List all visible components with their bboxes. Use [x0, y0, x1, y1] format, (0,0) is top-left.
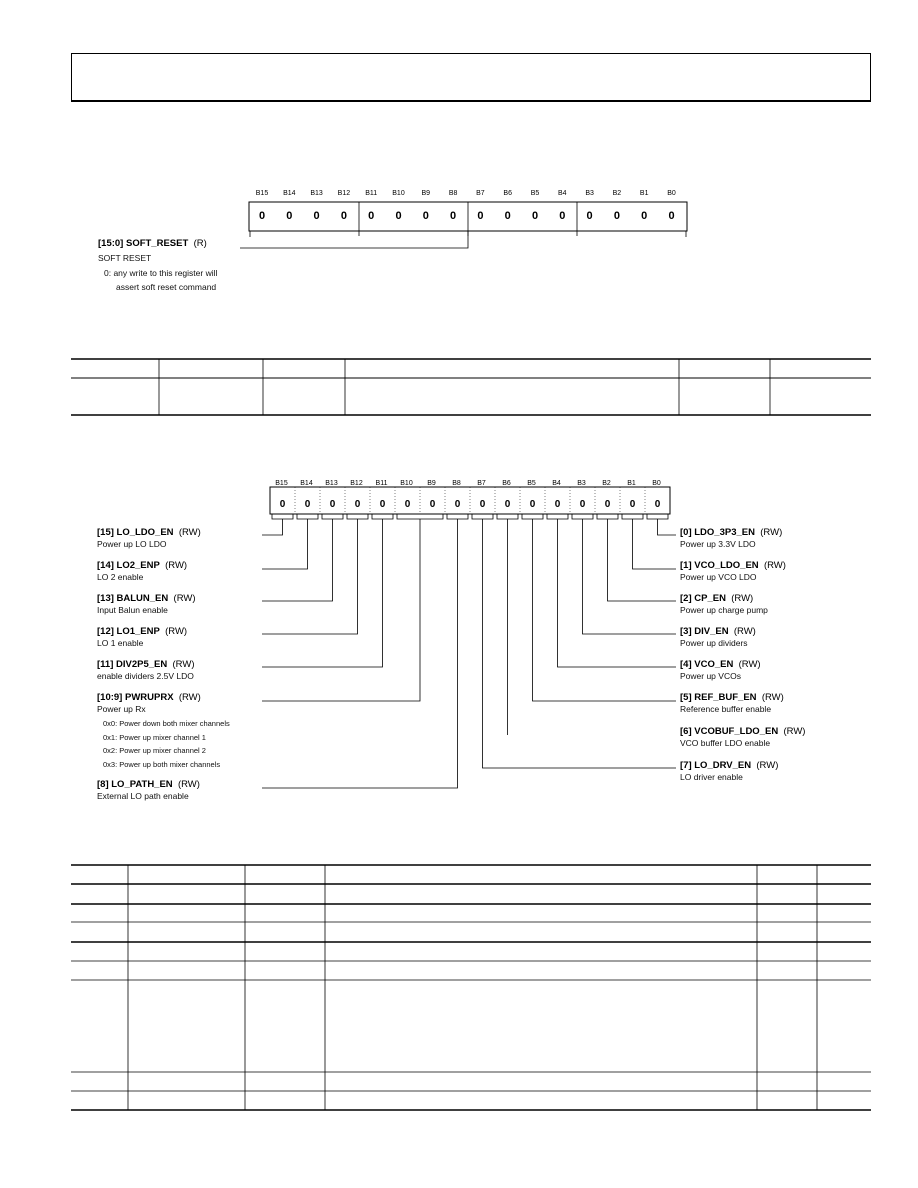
bit-value: 0: [579, 499, 586, 510]
bit-value: 0: [586, 210, 593, 222]
right-field-description: LO driver enable: [680, 772, 743, 782]
left-field-name: [8] LO_PATH_EN (RW): [97, 779, 200, 790]
bit-value: 0: [504, 499, 511, 510]
left-field-name: [15] LO_LDO_EN (RW): [97, 527, 201, 538]
left-field-name: [14] LO2_ENP (RW): [97, 560, 188, 571]
bit-value: 0: [313, 210, 320, 222]
left-field-name: [13] BALUN_EN (RW): [97, 593, 196, 604]
bit-value: 0: [654, 499, 661, 510]
bit-label: B3: [585, 190, 594, 197]
bit-label: B4: [558, 190, 567, 197]
right-field-name: [7] LO_DRV_EN (RW): [680, 760, 779, 771]
left-field-name: [12] LO1_ENP (RW): [97, 626, 188, 637]
right-field-description: Power up VCOs: [680, 671, 741, 681]
bit-value: 0: [329, 499, 336, 510]
bit-label: B0: [667, 190, 676, 197]
right-field-name: [1] VCO_LDO_EN (RW): [680, 560, 786, 571]
bit-label: B0: [652, 480, 661, 487]
bit-label: B6: [503, 190, 512, 197]
register-2-box: [270, 487, 670, 514]
bit-label: B9: [427, 480, 436, 487]
left-field-option: 0x2: Power up mixer channel 2: [103, 746, 206, 755]
bit-label: B6: [502, 480, 511, 487]
register-1-box: [240, 202, 687, 248]
right-field-name: [6] VCOBUF_LDO_EN (RW): [680, 726, 806, 737]
bit-value: 0: [379, 499, 386, 510]
register-2-leader-lines: [262, 514, 676, 788]
bit-value: 0: [340, 210, 347, 222]
bit-label: B5: [530, 190, 540, 197]
right-field-name: [5] REF_BUF_EN (RW): [680, 692, 784, 703]
bit-value: 0: [354, 499, 361, 510]
left-field-name: [11] DIV2P5_EN (RW): [97, 659, 195, 670]
left-field-description: External LO path enable: [97, 791, 189, 801]
bit-label: B10: [400, 480, 413, 487]
right-field-description: Power up charge pump: [680, 605, 768, 615]
bit-label: B12: [350, 480, 363, 487]
bit-label: B13: [310, 190, 323, 197]
bit-value: 0: [258, 210, 266, 222]
bit-value: 0: [559, 210, 566, 222]
bit-label: B4: [552, 480, 561, 487]
bit-value: 0: [454, 499, 461, 510]
table-1-lines: [71, 359, 871, 415]
right-field-description: Power up VCO LDO: [680, 572, 757, 582]
right-field-description: Reference buffer enable: [680, 704, 772, 714]
bit-label: B2: [602, 480, 611, 487]
bit-value: 0: [531, 210, 539, 222]
bit-value: 0: [422, 210, 429, 222]
bit-value: 0: [368, 210, 375, 222]
bit-value: 0: [404, 499, 411, 510]
right-field-name: [0] LDO_3P3_EN (RW): [680, 527, 783, 538]
left-field-name: [10:9] PWRUPRX (RW): [97, 692, 201, 703]
bit-value: 0: [450, 210, 457, 222]
bit-label: B1: [639, 190, 649, 197]
bit-value: 0: [554, 499, 561, 510]
right-field-name: [2] CP_EN (RW): [680, 593, 754, 604]
left-field-description: Power up LO LDO: [97, 539, 167, 549]
soft-reset-option-2: assert soft reset command: [116, 282, 217, 292]
bit-label: B8: [448, 190, 458, 197]
bit-label: B7: [476, 190, 485, 197]
right-field-description: Power up 3.3V LDO: [680, 539, 756, 549]
soft-reset-option-1: 0: any write to this register will: [104, 268, 218, 278]
bit-label: B8: [452, 480, 461, 487]
left-field-option: 0x3: Power up both mixer channels: [103, 759, 221, 769]
bit-value: 0: [395, 210, 402, 222]
bit-value: 0: [668, 210, 675, 222]
bit-label: B15: [275, 480, 288, 487]
bit-value: 0: [477, 210, 484, 222]
bit-label: B11: [375, 480, 388, 487]
bit-value: 0: [504, 210, 511, 222]
bit-label: B15: [255, 190, 269, 197]
bit-label: B9: [421, 190, 431, 197]
left-field-option: 0x1: Power up mixer channel 1: [103, 732, 206, 742]
bit-value: 0: [641, 210, 648, 222]
bit-label: B14: [300, 480, 313, 487]
bit-value: 0: [429, 499, 436, 510]
bit-value: 0: [286, 210, 293, 222]
bit-label: B10: [392, 190, 405, 197]
right-field-description: VCO buffer LDO enable: [680, 738, 771, 748]
left-field-option: 0x0: Power down both mixer channels: [103, 719, 230, 728]
bit-value: 0: [604, 499, 611, 510]
left-field-description: LO 1 enable: [97, 638, 144, 648]
soft-reset-field-name: [15:0] SOFT_RESET (R): [98, 238, 207, 249]
bit-value: 0: [529, 499, 536, 510]
right-field-name: [4] VCO_EN (RW): [680, 659, 761, 670]
right-field-name: [3] DIV_EN (RW): [680, 626, 756, 637]
bit-label: B7: [477, 480, 486, 487]
bit-label: B1: [627, 480, 636, 487]
bit-value: 0: [629, 499, 636, 510]
bit-label: B13: [325, 480, 338, 487]
bit-label: B11: [365, 190, 378, 197]
bit-value: 0: [304, 499, 311, 510]
left-field-description: Power up Rx: [97, 704, 146, 714]
bit-label: B3: [577, 480, 586, 487]
bit-label: B2: [612, 190, 622, 197]
bit-value: 0: [279, 499, 286, 510]
table-2-lines: [71, 865, 871, 1110]
left-field-description: Input Balun enable: [97, 605, 168, 615]
bit-label: B5: [527, 480, 536, 487]
bit-label: B14: [283, 190, 296, 197]
bit-value: 0: [613, 210, 620, 222]
bit-label: B12: [337, 190, 351, 197]
left-field-description: LO 2 enable: [97, 572, 144, 582]
soft-reset-description: SOFT RESET: [98, 253, 152, 263]
left-field-description: enable dividers 2.5V LDO: [97, 671, 194, 681]
bit-value: 0: [479, 499, 486, 510]
right-field-description: Power up dividers: [680, 638, 748, 648]
